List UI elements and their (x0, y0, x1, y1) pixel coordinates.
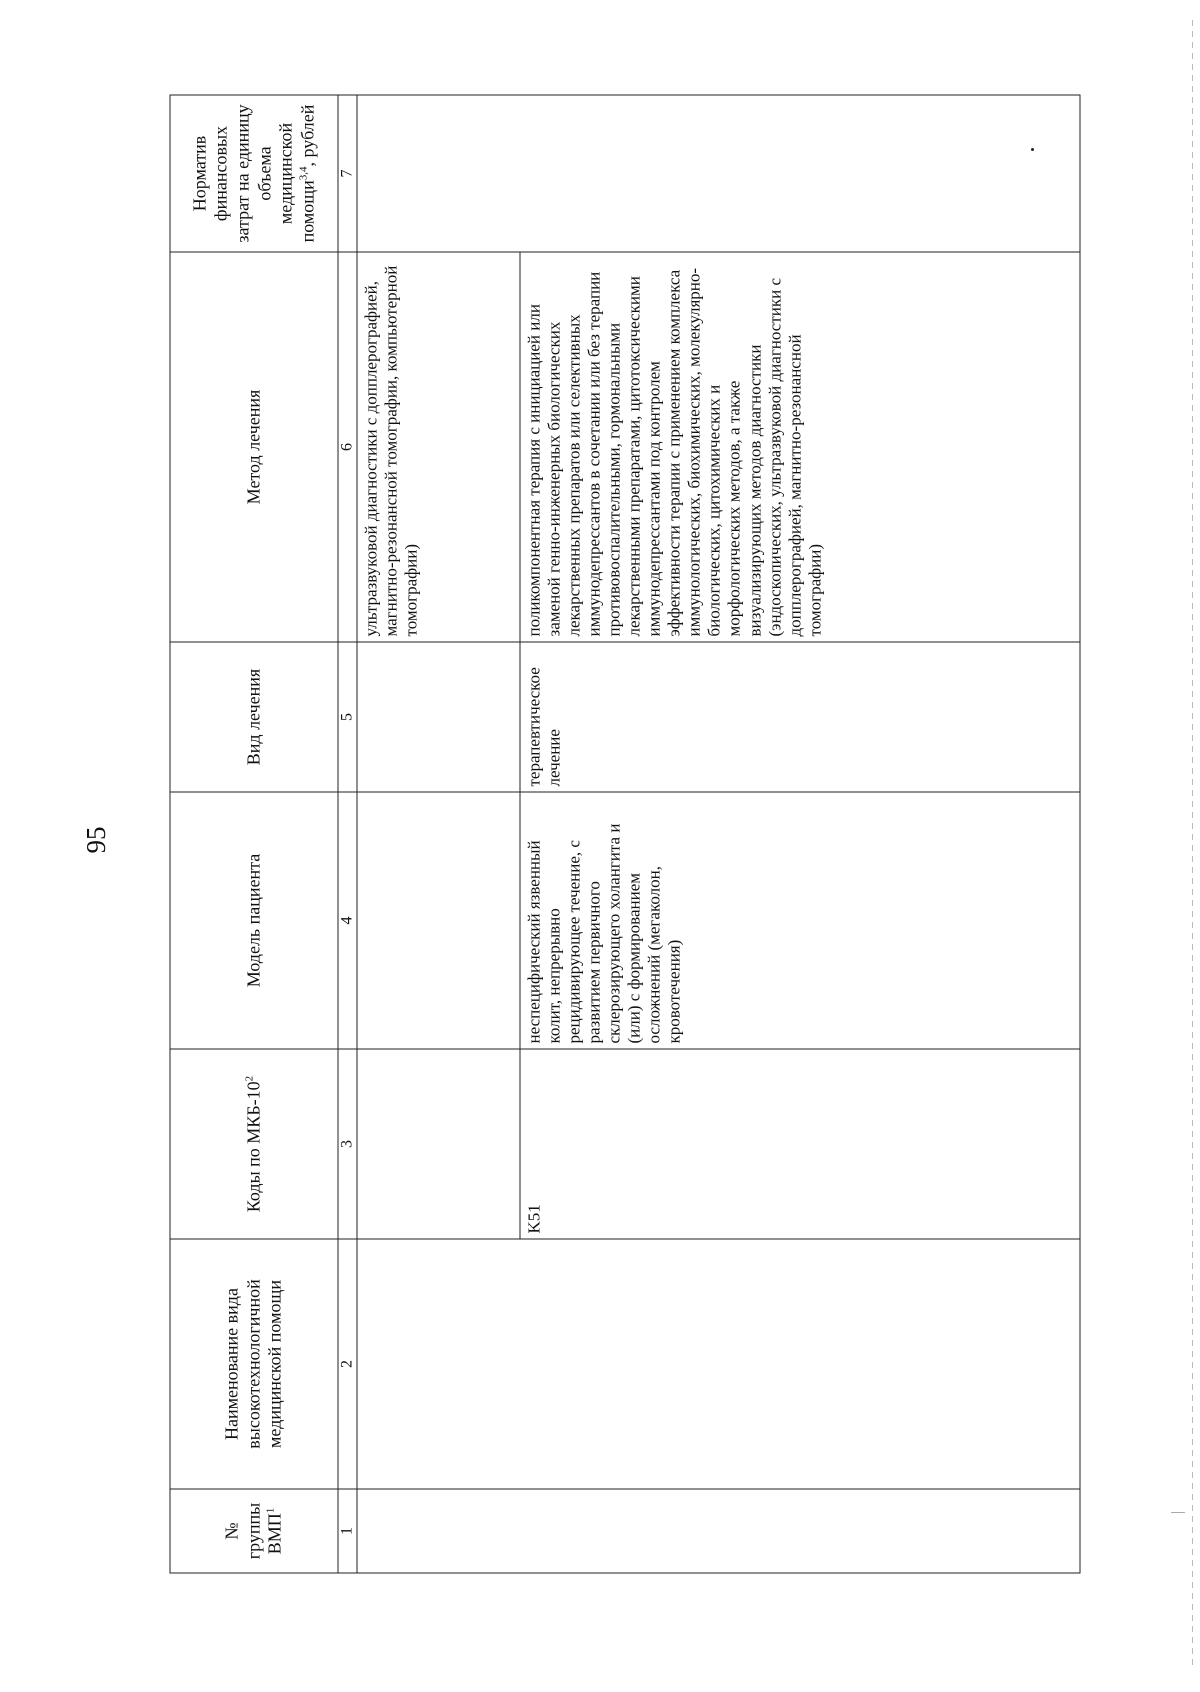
header-treatment-method: Метод лечения (170, 252, 338, 642)
column-number: 5 (338, 642, 357, 792)
patient-model-cell (357, 792, 520, 1049)
column-number: 4 (338, 792, 357, 1049)
scan-edge-mark (1171, 1512, 1185, 1513)
header-patient-model: Модель пациента (170, 792, 338, 1049)
icd-code-cell (357, 1049, 520, 1239)
treatment-method-cell: ультразвуковой диагностики с допплерографией, магнитно-резонансной томографии, компьютерной томографии) (357, 252, 520, 642)
header-group-number: № группы ВМП$^1$ (170, 1489, 338, 1573)
rotated-table-container (170, 96, 1081, 1574)
header-vmp-name: Наименование вида высокотехнологичной медицинской помощи (170, 1239, 338, 1489)
scan-speck (1031, 148, 1034, 151)
column-number: 2 (338, 1239, 357, 1489)
header-icd-codes: Коды по МКБ-$10^2$ (170, 1049, 338, 1239)
header-treatment-type: Вид лечения (170, 642, 338, 792)
cost-norm-cell (357, 95, 1080, 252)
treatment-type-cell: терапевтическое лечение (520, 642, 1080, 792)
treatment-method-cell: поликомпонентная терапия с инициацией или заменой генно-инженерных биологических лекарственных препаратов или селективных иммунодепрессантов в сочетании или без терапии противовоспалительными, гормональными лекарственными препаратами, цитотоксическими иммунодепрессантами под контролем эффективности терапии с применением комплекса иммунологических, биохимических, молекулярно-биологических, цитохимических и морфологических методов, а также визуализирующих методов диагностики (эндоскопических, ультразвуковой диагностики с допплерографией, магнитно-резонансной томографии) (520, 252, 1080, 642)
column-number: 3 (338, 1049, 357, 1239)
table-row (357, 95, 520, 1573)
page-number: 95 (80, 826, 111, 854)
icd-code-cell: K51 (520, 1049, 1080, 1239)
header-cost-norm: Норматив финансовых затрат на единицу объема медицинской помощи$^{3,4}$, рублей (170, 95, 338, 252)
column-number: 7 (338, 95, 357, 252)
vmp-name-cell (357, 1239, 1080, 1489)
treatment-type-cell (357, 642, 520, 792)
scan-edge-line (1192, 20, 1193, 1670)
column-number-row (338, 95, 357, 1573)
vmp-table (170, 95, 1081, 1574)
column-number: 1 (338, 1489, 357, 1573)
group-number-cell (357, 1489, 1080, 1573)
column-number: 6 (338, 252, 357, 642)
patient-model-cell: неспецифический язвенный колит, непрерывно рецидивирующее течение, с развитием первичного склерозирующего холангита и (или) с формированием осложнений (мегаколон, кровотечения) (520, 792, 1080, 1049)
header-row (170, 95, 338, 1573)
